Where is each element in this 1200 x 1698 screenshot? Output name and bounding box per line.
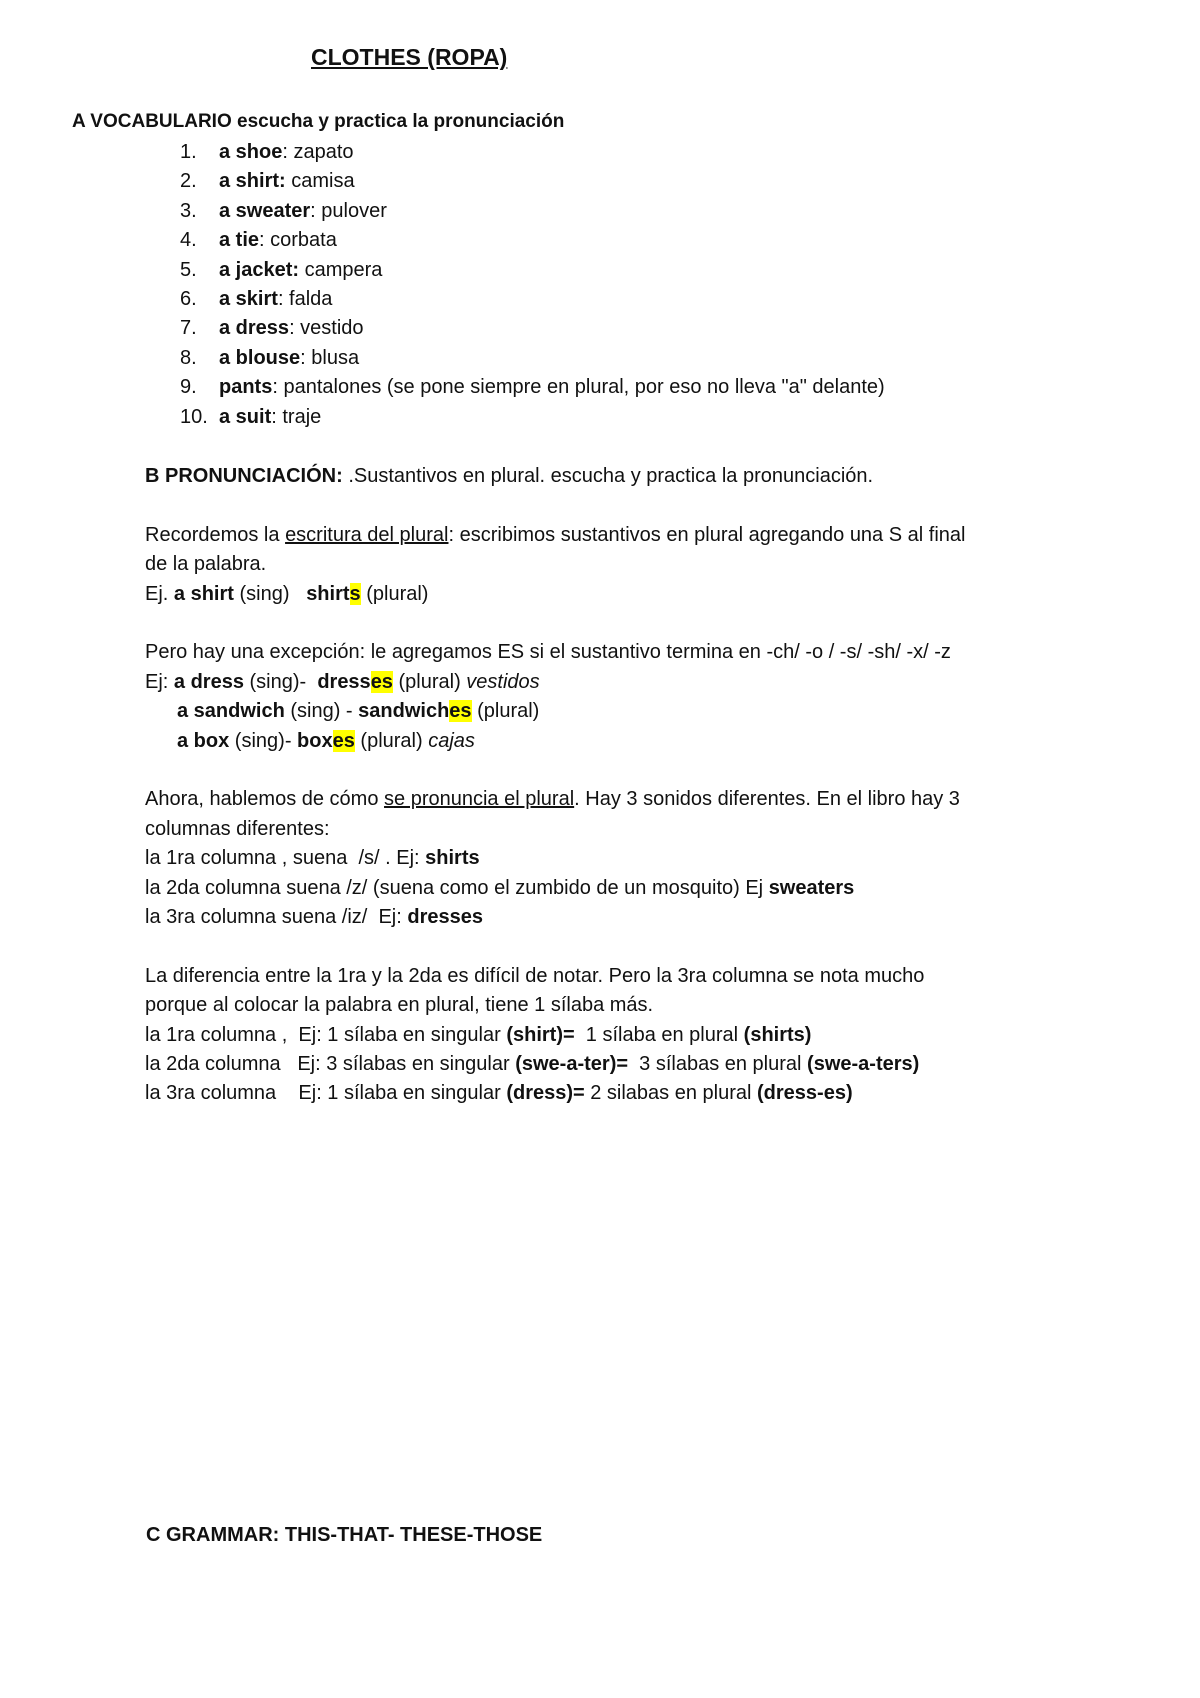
- vocab-term: a shirt:: [219, 170, 286, 193]
- column-1-line: la 1ra columna , suena /s/ . Ej: shirts: [145, 847, 480, 870]
- example-dress: Ej: a dress (sing)- dresses (plural) vestidos: [145, 670, 540, 693]
- vocab-item: [180, 197, 885, 226]
- vocab-meaning: camisa: [285, 170, 355, 193]
- section-b: [145, 462, 1095, 1109]
- vocab-number: 7.: [180, 317, 197, 340]
- vocab-number: 1.: [180, 141, 197, 163]
- vocab-number: 10.: [180, 405, 208, 428]
- underlined-text: se pronuncia el plural: [384, 788, 575, 811]
- column-2-line: la 2da columna suena /z/ (suena como el zumbido de un mosquito) Ej sweaters: [145, 876, 855, 899]
- exception-rule: Pero hay una excepción: le agregamos ES si el sustantivo termina en -ch/ -o / -s/ -sh/ -x/ -z: [145, 641, 951, 664]
- vocab-item: [180, 138, 885, 167]
- vocab-meaning: vestido: [294, 317, 364, 340]
- section-b-heading-line: [145, 462, 1095, 491]
- vocab-item: [180, 314, 885, 343]
- section-a-heading: A VOCABULARIO escucha y practica la pronunciación: [72, 111, 565, 132]
- vocab-number: 5.: [180, 258, 197, 281]
- vocab-meaning: traje: [276, 405, 322, 428]
- section-c-heading: C GRAMMAR: THIS-THAT- THESE-THOSE: [146, 1524, 543, 1546]
- vocab-separator: :: [271, 405, 277, 428]
- vocab-number: 8.: [180, 346, 197, 369]
- vocab-term: a suit: [219, 405, 272, 428]
- vocab-separator: :: [277, 287, 284, 310]
- vocab-item: [180, 403, 885, 432]
- example-shirt: Ej. a shirt (sing) shirts (plural): [145, 582, 429, 605]
- difference-line-1: La diferencia entre la 1ra y la 2da es difícil de notar. Pero la 3ra columna se nota mucho: [145, 964, 925, 987]
- vocab-meaning: zapato: [287, 141, 354, 163]
- vocab-term: a tie: [219, 229, 260, 252]
- section-b-subtitle: .Sustantivos en plural. escucha y practica la pronunciación.: [342, 465, 874, 487]
- vocab-term: a skirt: [219, 287, 278, 310]
- vocab-item: [180, 373, 885, 402]
- plural-writing-line-1: Recordemos la escritura del plural: escribimos sustantivos en plural agregando una S al final: [145, 523, 966, 546]
- vocab-meaning: pulover: [315, 199, 387, 222]
- section-b-heading: B PRONUNCIACIÓN:: [145, 465, 343, 487]
- vocab-meaning: blusa: [305, 346, 360, 369]
- pronunciation-line-1: Ahora, hablemos de cómo se pronuncia el plural. Hay 3 sonidos diferentes. En el libro hay 3: [145, 788, 960, 811]
- example-sandwich: a sandwich (sing) - sandwiches (plural): [177, 700, 540, 723]
- vocab-meaning: campera: [299, 258, 383, 281]
- vocab-number: 9.: [180, 376, 197, 399]
- vocab-item: [180, 226, 885, 255]
- vocab-item: [180, 344, 885, 373]
- difference-line-2: porque al colocar la palabra en plural, tiene 1 sílaba más.: [145, 994, 654, 1017]
- highlighted-suffix: es: [370, 670, 393, 693]
- column-3-line: la 3ra columna suena /iz/ Ej: dresses: [145, 906, 483, 929]
- example-box: a box (sing)- boxes (plural) cajas: [177, 729, 475, 752]
- vocab-term: a shoe: [219, 141, 283, 163]
- vocab-meaning: falda: [283, 287, 333, 310]
- vocab-term: a blouse: [219, 346, 301, 369]
- vocab-separator: :: [310, 199, 316, 222]
- highlighted-suffix: es: [449, 700, 472, 723]
- page-title: CLOTHES (ROPA): [311, 44, 508, 70]
- vocabulary-list: [180, 138, 885, 432]
- pronunciation-line-2: columnas diferentes:: [145, 817, 330, 840]
- vocab-term: a dress: [219, 317, 290, 340]
- vocab-separator: :: [282, 141, 288, 163]
- vocab-term: a jacket:: [219, 258, 300, 281]
- vocab-number: 4.: [180, 229, 197, 252]
- vocab-separator: :: [289, 317, 295, 340]
- vocab-separator: :: [272, 376, 278, 399]
- vocab-item: [180, 167, 885, 196]
- vocab-item: [180, 256, 885, 285]
- vocab-term: pants: [219, 376, 273, 399]
- syllable-line-2: la 2da columna Ej: 3 sílabas en singular (swe-a-ter)= 3 sílabas en plural (swe-a-ters): [145, 1053, 920, 1076]
- vocab-number: 2.: [180, 170, 197, 193]
- vocab-separator: :: [300, 346, 306, 369]
- vocab-number: 6.: [180, 287, 197, 310]
- highlighted-suffix: s: [349, 582, 361, 605]
- underlined-text: escritura del plural: [285, 523, 449, 546]
- vocab-item: [180, 285, 885, 314]
- vocab-term: a sweater: [219, 199, 311, 222]
- vocab-meaning: corbata: [264, 229, 337, 252]
- syllable-line-1: la 1ra columna , Ej: 1 sílaba en singular (shirt)= 1 sílaba en plural (shirts): [145, 1023, 812, 1046]
- syllable-line-3: la 3ra columna Ej: 1 sílaba en singular (dress)= 2 silabas en plural (dress-es): [145, 1082, 853, 1105]
- highlighted-suffix: es: [332, 729, 355, 752]
- vocab-number: 3.: [180, 199, 197, 222]
- vocab-meaning: pantalones (se pone siempre en plural, por eso no lleva "a" delante): [277, 376, 885, 399]
- vocab-separator: :: [259, 229, 265, 252]
- plural-writing-line-2: de la palabra.: [145, 553, 267, 576]
